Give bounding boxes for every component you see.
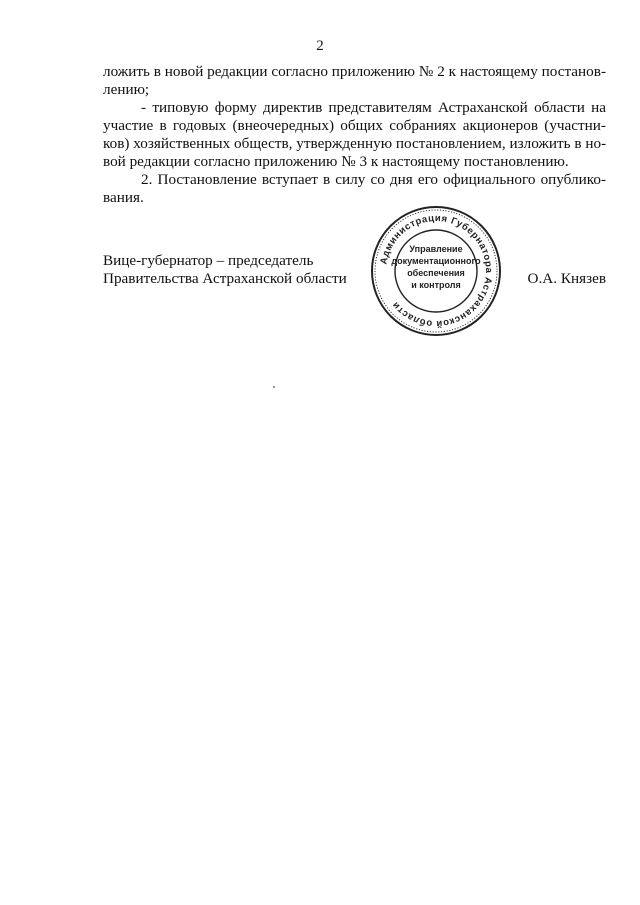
signatory-title-line-2: Правительства Астраханской области	[103, 270, 347, 287]
seal-center-line-3: обеспечения	[407, 268, 465, 278]
seal-ring-text: Администрация Губернатора Астраханской области	[378, 212, 495, 330]
scan-speck	[273, 386, 275, 388]
body-line-8: вания.	[103, 189, 144, 206]
signatory-title-line-1: Вице-губернатор – председатель	[103, 252, 314, 269]
body-line-6: вой редакции согласно приложению № 3 к настоящему постановлению.	[103, 153, 569, 170]
body-line-4: участие в годовых (внеочередных) общих собраниях акционеров (участни-	[103, 117, 606, 134]
official-seal	[369, 204, 503, 338]
body-line-1: ложить в новой редакции согласно приложению № 2 к настоящему постанов-	[103, 63, 606, 80]
seal-center-line-4: и контроля	[411, 280, 461, 290]
seal-center-line-1: Управление	[409, 244, 463, 254]
page-number: 2	[316, 38, 324, 54]
seal-center-line-2: документационного	[391, 256, 481, 266]
body-line-3: - типовую форму директив представителям Астраханской области на	[141, 99, 606, 116]
body-line-7: 2. Постановление вступает в силу со дня его официального опублико-	[141, 171, 606, 188]
body-line-2: лению;	[103, 81, 150, 98]
body-line-5: ков) хозяйственных обществ, утвержденную постановлением, изложить в но-	[103, 135, 606, 152]
signatory-name: О.А. Князев	[527, 270, 606, 287]
